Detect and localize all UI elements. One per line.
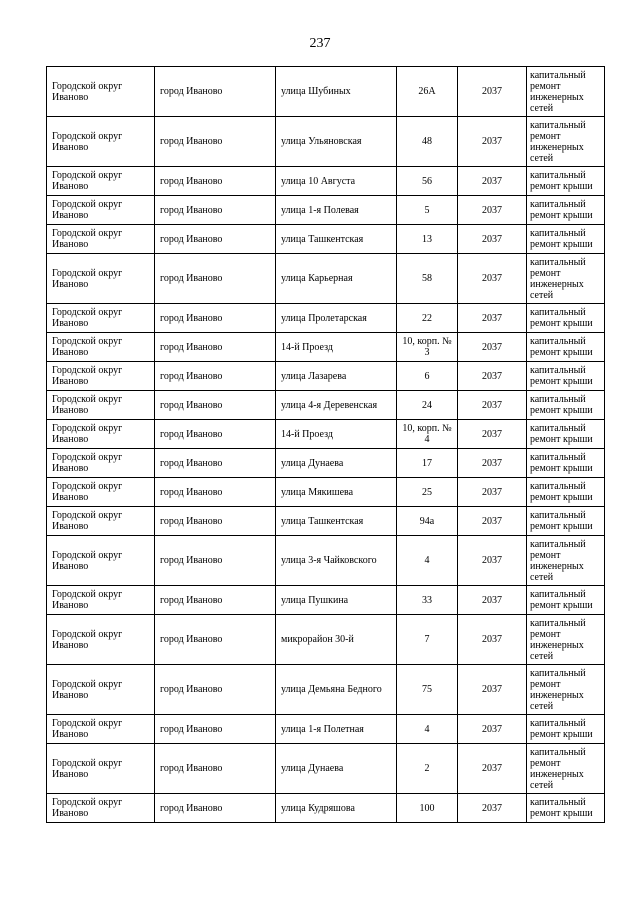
- table-row: [47, 333, 605, 362]
- table-row: [47, 665, 605, 715]
- city-cell: город Иваново: [155, 167, 276, 196]
- year-cell: 2037: [458, 117, 527, 167]
- house-number-cell: 10, корп. № 3: [397, 333, 458, 362]
- year-cell: 2037: [458, 67, 527, 117]
- street-cell: улица Пушкина: [276, 586, 397, 615]
- district-cell: Городской округ Иваново: [47, 449, 155, 478]
- city-cell: город Иваново: [155, 615, 276, 665]
- city-cell: город Иваново: [155, 225, 276, 254]
- house-number-cell: 6: [397, 362, 458, 391]
- street-cell: улица Карьерная: [276, 254, 397, 304]
- city-cell: город Иваново: [155, 196, 276, 225]
- house-number-cell: 48: [397, 117, 458, 167]
- year-cell: 2037: [458, 536, 527, 586]
- table-row: [47, 536, 605, 586]
- street-cell: микрорайон 30-й: [276, 615, 397, 665]
- year-cell: 2037: [458, 420, 527, 449]
- district-cell: Городской округ Иваново: [47, 225, 155, 254]
- work-type-cell: капитальный ремонт инженерных сетей: [527, 536, 605, 586]
- district-cell: Городской округ Иваново: [47, 67, 155, 117]
- table-row: [47, 586, 605, 615]
- table-row: [47, 196, 605, 225]
- house-number-cell: 22: [397, 304, 458, 333]
- work-type-cell: капитальный ремонт инженерных сетей: [527, 117, 605, 167]
- city-cell: город Иваново: [155, 744, 276, 794]
- table-row: [47, 362, 605, 391]
- street-cell: улица Кудряшова: [276, 794, 397, 823]
- house-number-cell: 75: [397, 665, 458, 715]
- house-number-cell: 58: [397, 254, 458, 304]
- city-cell: город Иваново: [155, 536, 276, 586]
- house-number-cell: 56: [397, 167, 458, 196]
- district-cell: Городской округ Иваново: [47, 117, 155, 167]
- work-type-cell: капитальный ремонт крыши: [527, 478, 605, 507]
- table-row: [47, 225, 605, 254]
- work-type-cell: капитальный ремонт инженерных сетей: [527, 615, 605, 665]
- work-type-cell: капитальный ремонт инженерных сетей: [527, 744, 605, 794]
- table-row: [47, 478, 605, 507]
- year-cell: 2037: [458, 391, 527, 420]
- district-cell: Городской округ Иваново: [47, 304, 155, 333]
- district-cell: Городской округ Иваново: [47, 333, 155, 362]
- house-number-cell: 4: [397, 715, 458, 744]
- work-type-cell: капитальный ремонт крыши: [527, 196, 605, 225]
- table-row: [47, 507, 605, 536]
- work-type-cell: капитальный ремонт крыши: [527, 225, 605, 254]
- street-cell: улица 3-я Чайковского: [276, 536, 397, 586]
- year-cell: 2037: [458, 586, 527, 615]
- city-cell: город Иваново: [155, 420, 276, 449]
- table-row: [47, 794, 605, 823]
- year-cell: 2037: [458, 304, 527, 333]
- city-cell: город Иваново: [155, 117, 276, 167]
- year-cell: 2037: [458, 225, 527, 254]
- table-row: [47, 715, 605, 744]
- district-cell: Городской округ Иваново: [47, 715, 155, 744]
- table-row: [47, 117, 605, 167]
- house-number-cell: 13: [397, 225, 458, 254]
- district-cell: Городской округ Иваново: [47, 665, 155, 715]
- house-number-cell: 94а: [397, 507, 458, 536]
- district-cell: Городской округ Иваново: [47, 536, 155, 586]
- table-row: [47, 615, 605, 665]
- city-cell: город Иваново: [155, 333, 276, 362]
- year-cell: 2037: [458, 794, 527, 823]
- house-number-cell: 26А: [397, 67, 458, 117]
- year-cell: 2037: [458, 615, 527, 665]
- work-type-cell: капитальный ремонт инженерных сетей: [527, 254, 605, 304]
- year-cell: 2037: [458, 715, 527, 744]
- city-cell: город Иваново: [155, 304, 276, 333]
- house-number-cell: 10, корп. № 4: [397, 420, 458, 449]
- street-cell: улица 1-я Полетная: [276, 715, 397, 744]
- city-cell: город Иваново: [155, 794, 276, 823]
- work-type-cell: капитальный ремонт крыши: [527, 304, 605, 333]
- table-row: [47, 420, 605, 449]
- table-body: [47, 67, 605, 823]
- city-cell: город Иваново: [155, 715, 276, 744]
- work-type-cell: капитальный ремонт крыши: [527, 362, 605, 391]
- city-cell: город Иваново: [155, 362, 276, 391]
- street-cell: улица Мякишева: [276, 478, 397, 507]
- table-row: [47, 449, 605, 478]
- year-cell: 2037: [458, 333, 527, 362]
- year-cell: 2037: [458, 362, 527, 391]
- city-cell: город Иваново: [155, 478, 276, 507]
- district-cell: Городской округ Иваново: [47, 254, 155, 304]
- district-cell: Городской округ Иваново: [47, 362, 155, 391]
- work-type-cell: капитальный ремонт крыши: [527, 333, 605, 362]
- district-cell: Городской округ Иваново: [47, 478, 155, 507]
- house-number-cell: 17: [397, 449, 458, 478]
- district-cell: Городской округ Иваново: [47, 391, 155, 420]
- table-row: [47, 744, 605, 794]
- work-type-cell: капитальный ремонт инженерных сетей: [527, 67, 605, 117]
- work-type-cell: капитальный ремонт крыши: [527, 794, 605, 823]
- street-cell: 14-й Проезд: [276, 420, 397, 449]
- table-row: [47, 67, 605, 117]
- street-cell: улица Ташкентская: [276, 225, 397, 254]
- district-cell: Городской округ Иваново: [47, 196, 155, 225]
- district-cell: Городской округ Иваново: [47, 586, 155, 615]
- street-cell: улица Лазарева: [276, 362, 397, 391]
- street-cell: улица Ульяновская: [276, 117, 397, 167]
- city-cell: город Иваново: [155, 665, 276, 715]
- house-number-cell: 33: [397, 586, 458, 615]
- house-number-cell: 5: [397, 196, 458, 225]
- work-type-cell: капитальный ремонт крыши: [527, 507, 605, 536]
- street-cell: 14-й Проезд: [276, 333, 397, 362]
- year-cell: 2037: [458, 254, 527, 304]
- house-number-cell: 2: [397, 744, 458, 794]
- street-cell: улица Дунаева: [276, 449, 397, 478]
- street-cell: улица Пролетарская: [276, 304, 397, 333]
- district-cell: Городской округ Иваново: [47, 507, 155, 536]
- house-number-cell: 7: [397, 615, 458, 665]
- page-number: 237: [309, 36, 331, 51]
- street-cell: улица Ташкентская: [276, 507, 397, 536]
- year-cell: 2037: [458, 196, 527, 225]
- work-type-cell: капитальный ремонт крыши: [527, 586, 605, 615]
- street-cell: улица 1-я Полевая: [276, 196, 397, 225]
- city-cell: город Иваново: [155, 391, 276, 420]
- work-type-cell: капитальный ремонт крыши: [527, 449, 605, 478]
- house-number-cell: 25: [397, 478, 458, 507]
- city-cell: город Иваново: [155, 449, 276, 478]
- street-cell: улица Дунаева: [276, 744, 397, 794]
- district-cell: Городской округ Иваново: [47, 420, 155, 449]
- house-number-cell: 24: [397, 391, 458, 420]
- table-row: [47, 167, 605, 196]
- house-number-cell: 100: [397, 794, 458, 823]
- table-row: [47, 254, 605, 304]
- street-cell: улица 10 Августа: [276, 167, 397, 196]
- district-cell: Городской округ Иваново: [47, 794, 155, 823]
- district-cell: Городской округ Иваново: [47, 744, 155, 794]
- district-cell: Городской округ Иваново: [47, 615, 155, 665]
- district-cell: Городской округ Иваново: [47, 167, 155, 196]
- street-cell: улица Демьяна Бедного: [276, 665, 397, 715]
- year-cell: 2037: [458, 478, 527, 507]
- year-cell: 2037: [458, 744, 527, 794]
- table-row: [47, 304, 605, 333]
- work-type-cell: капитальный ремонт крыши: [527, 715, 605, 744]
- city-cell: город Иваново: [155, 507, 276, 536]
- year-cell: 2037: [458, 665, 527, 715]
- city-cell: город Иваново: [155, 586, 276, 615]
- work-type-cell: капитальный ремонт крыши: [527, 420, 605, 449]
- year-cell: 2037: [458, 167, 527, 196]
- street-cell: улица 4-я Деревенская: [276, 391, 397, 420]
- work-type-cell: капитальный ремонт крыши: [527, 391, 605, 420]
- work-type-cell: капитальный ремонт крыши: [527, 167, 605, 196]
- year-cell: 2037: [458, 507, 527, 536]
- year-cell: 2037: [458, 449, 527, 478]
- city-cell: город Иваново: [155, 67, 276, 117]
- repair-schedule-table: [46, 66, 605, 823]
- table-row: [47, 391, 605, 420]
- street-cell: улица Шубиных: [276, 67, 397, 117]
- city-cell: город Иваново: [155, 254, 276, 304]
- work-type-cell: капитальный ремонт инженерных сетей: [527, 665, 605, 715]
- house-number-cell: 4: [397, 536, 458, 586]
